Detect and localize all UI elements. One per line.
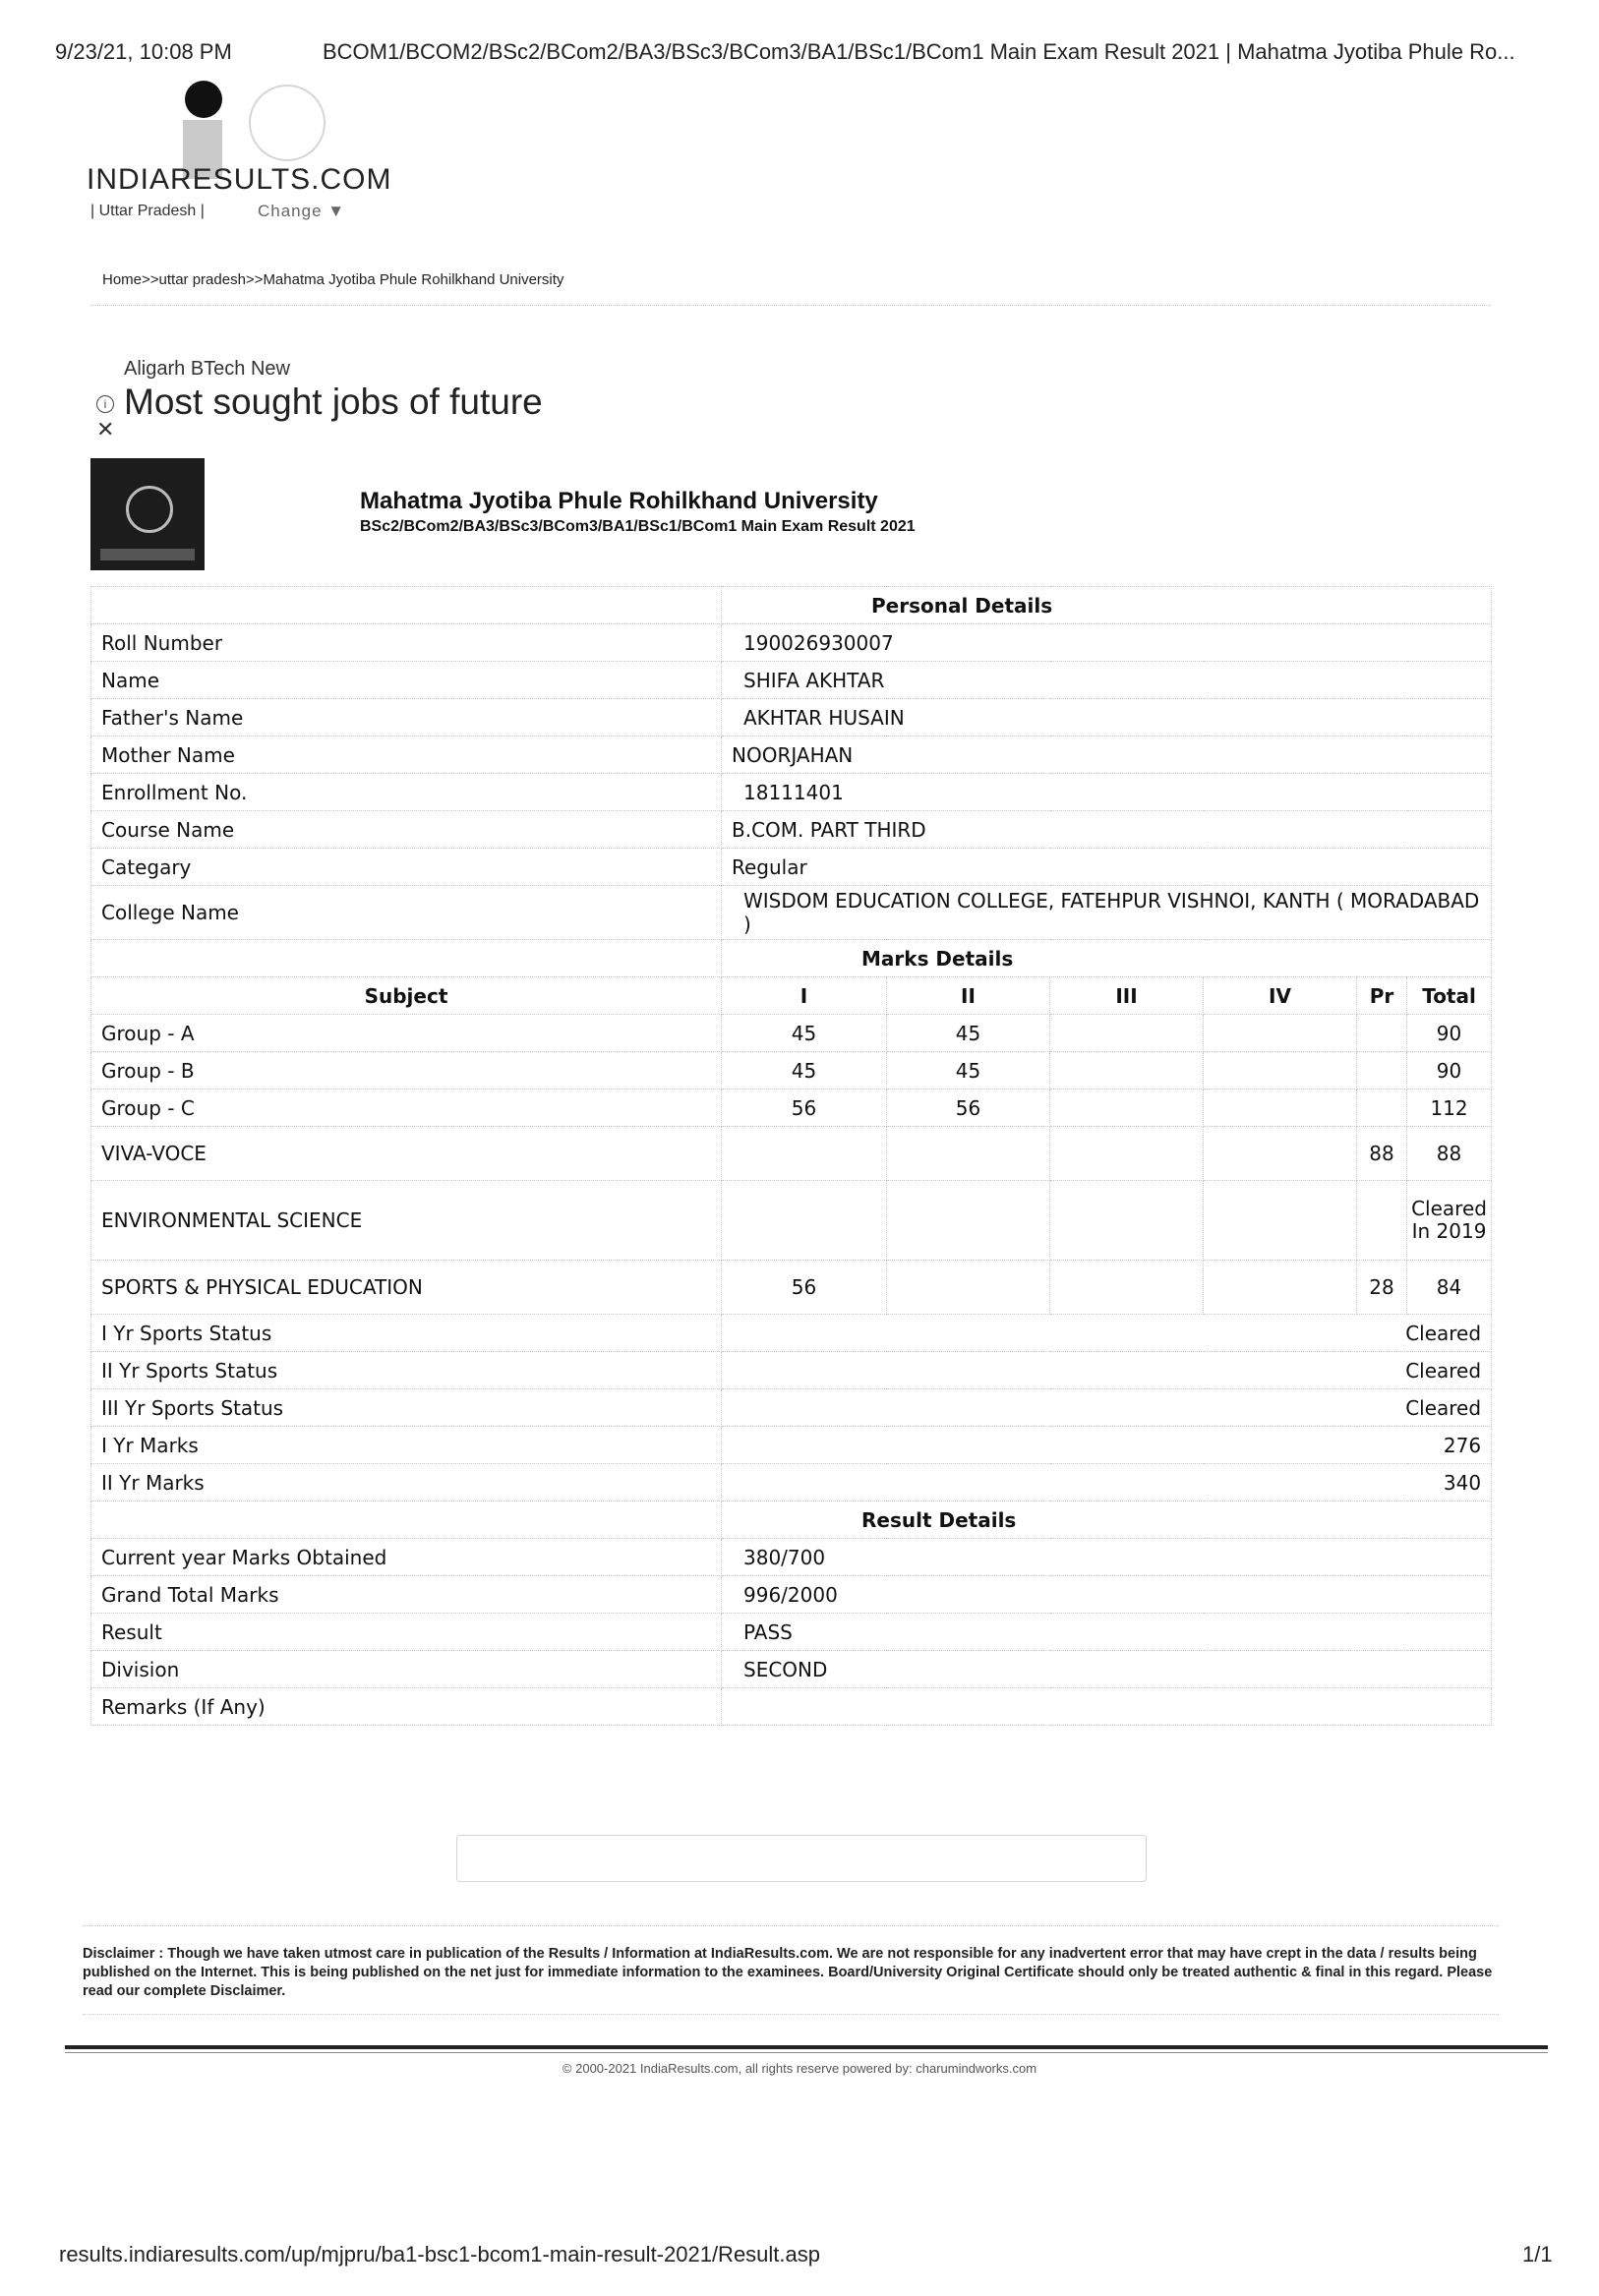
breadcrumb[interactable]: Home>>uttar pradesh>>Mahatma Jyotiba Phule Rohilkhand University xyxy=(102,271,564,288)
status-label: II Yr Sports Status xyxy=(91,1352,722,1389)
marks-cell xyxy=(1357,1015,1407,1052)
close-icon[interactable]: ✕ xyxy=(96,417,115,442)
change-state-link[interactable]: Change ▼ xyxy=(258,202,346,220)
table-row xyxy=(91,849,1492,886)
status-value: Cleared xyxy=(722,1315,1492,1352)
table-row xyxy=(91,1181,1492,1261)
marks-cell: 56 xyxy=(722,1089,887,1127)
table-row xyxy=(91,1464,1492,1501)
disclaimer-text: Disclaimer : Though we have taken utmost care in publication of the Results / Information at IndiaResults.com. We are not responsible for any inadvertent error that may have crept in the data / results being published on the Internet. This is being published on the net just for immediate information to the examinees. Board/University Original Certificate should only be treated authentic & final in this regard. Please read our complete Disclaimer. xyxy=(83,1946,1493,1999)
field-label: Course Name xyxy=(91,811,722,849)
column-header: II xyxy=(887,977,1050,1015)
section-title: Result Details xyxy=(722,1501,1492,1539)
print-page-title: BCOM1/BCOM2/BSc2/BCom2/BA3/BSc3/BCom3/BA1/BSc1/BCom1 Main Exam Result 2021 | Mahatma Jyotiba Phule Ro... xyxy=(323,39,1515,64)
total-cell: Cleared In 2019 xyxy=(1407,1181,1492,1261)
table-row xyxy=(91,1015,1492,1052)
result-table xyxy=(90,586,1492,1726)
table-row xyxy=(91,1089,1492,1127)
marks-cell xyxy=(1050,1089,1204,1127)
subject-name: Group - C xyxy=(91,1089,722,1127)
status-label: III Yr Sports Status xyxy=(91,1389,722,1427)
field-value: SHIFA AKHTAR xyxy=(722,662,1492,699)
table-row xyxy=(91,662,1492,699)
table-row xyxy=(91,886,1492,940)
table-row xyxy=(91,1576,1492,1614)
subject-name: SPORTS & PHYSICAL EDUCATION xyxy=(91,1261,722,1315)
column-header: Subject xyxy=(91,977,722,1015)
status-label: II Yr Marks xyxy=(91,1464,722,1501)
table-row xyxy=(91,1539,1492,1576)
marks-cell xyxy=(1204,1052,1357,1089)
marks-cell xyxy=(1050,1052,1204,1089)
total-cell: 90 xyxy=(1407,1015,1492,1052)
field-value: 18111401 xyxy=(722,774,1492,811)
exam-title: BSc2/BCom2/BA3/BSc3/BCom3/BA1/BSc1/BCom1 Main Exam Result 2021 xyxy=(360,518,916,535)
divider xyxy=(90,305,1491,306)
marks-cell xyxy=(722,1127,887,1181)
marks-cell xyxy=(1050,1127,1204,1181)
divider xyxy=(83,1925,1499,1926)
table-row xyxy=(91,1614,1492,1651)
table-row xyxy=(91,1261,1492,1315)
footer-rule xyxy=(65,2045,1548,2049)
marks-cell xyxy=(887,1127,1050,1181)
marks-cell: 88 xyxy=(1357,1127,1407,1181)
marks-cell: 45 xyxy=(887,1052,1050,1089)
table-row xyxy=(91,736,1492,774)
status-value: Cleared xyxy=(722,1352,1492,1389)
table-row xyxy=(91,811,1492,849)
field-value: NOORJAHAN xyxy=(722,736,1492,774)
logo-emblem-icon xyxy=(249,85,326,161)
column-header: Total xyxy=(1407,977,1492,1015)
field-value: 380/700 xyxy=(722,1539,1492,1576)
footer-rule-thin xyxy=(65,2052,1548,2053)
marks-details-header xyxy=(91,940,1492,977)
marks-cell: 45 xyxy=(722,1052,887,1089)
total-cell: 84 xyxy=(1407,1261,1492,1315)
field-label: College Name xyxy=(91,886,722,940)
field-value: AKHTAR HUSAIN xyxy=(722,699,1492,736)
marks-cell xyxy=(1204,1089,1357,1127)
print-page-number: 1/1 xyxy=(1522,2242,1553,2267)
marks-cell: 56 xyxy=(722,1261,887,1315)
marks-cell: 45 xyxy=(722,1015,887,1052)
column-header: Pr xyxy=(1357,977,1407,1015)
print-datetime: 9/23/21, 10:08 PM xyxy=(55,39,232,64)
logo-text: INDIARESULTS.COM xyxy=(87,163,392,196)
table-row xyxy=(91,1052,1492,1089)
table-row xyxy=(91,1127,1492,1181)
subject-name: Group - A xyxy=(91,1015,722,1052)
field-value: B.COM. PART THIRD xyxy=(722,811,1492,849)
section-title: Marks Details xyxy=(722,940,1492,977)
status-value: 340 xyxy=(722,1464,1492,1501)
marks-cell xyxy=(1204,1127,1357,1181)
divider xyxy=(83,2014,1499,2015)
total-cell: 112 xyxy=(1407,1089,1492,1127)
marks-cell xyxy=(1050,1015,1204,1052)
section-title: Personal Details xyxy=(722,587,1492,624)
field-value: SECOND xyxy=(722,1651,1492,1688)
table-row xyxy=(91,774,1492,811)
table-row xyxy=(91,624,1492,662)
print-url: results.indiaresults.com/up/mjpru/ba1-bsc1-bcom1-main-result-2021/Result.asp xyxy=(59,2242,820,2267)
status-value: 276 xyxy=(722,1427,1492,1464)
ad-banner[interactable] xyxy=(456,1835,1147,1882)
marks-cell xyxy=(1204,1181,1357,1261)
marks-cell xyxy=(1357,1089,1407,1127)
field-value: PASS xyxy=(722,1614,1492,1651)
status-label: I Yr Marks xyxy=(91,1427,722,1464)
marks-cell xyxy=(1204,1015,1357,1052)
marks-cell xyxy=(1050,1181,1204,1261)
column-header: IV xyxy=(1204,977,1357,1015)
marks-column-headers xyxy=(91,977,1492,1015)
table-row xyxy=(91,1315,1492,1352)
marks-cell: 56 xyxy=(887,1089,1050,1127)
table-row xyxy=(91,699,1492,736)
table-row xyxy=(91,1688,1492,1726)
info-icon[interactable]: i xyxy=(96,395,114,413)
field-value: 996/2000 xyxy=(722,1576,1492,1614)
column-header: I xyxy=(722,977,887,1015)
field-label: Roll Number xyxy=(91,624,722,662)
university-seal-icon xyxy=(90,458,205,570)
marks-cell xyxy=(1357,1052,1407,1089)
field-label: Remarks (If Any) xyxy=(91,1688,722,1726)
column-header: III xyxy=(1050,977,1204,1015)
subject-name: Group - B xyxy=(91,1052,722,1089)
field-label: Result xyxy=(91,1614,722,1651)
table-row xyxy=(91,1389,1492,1427)
table-row xyxy=(91,1352,1492,1389)
marks-cell xyxy=(1357,1181,1407,1261)
logo-dot-icon xyxy=(185,81,222,118)
table-row xyxy=(91,1427,1492,1464)
field-label: Enrollment No. xyxy=(91,774,722,811)
subject-name: VIVA-VOCE xyxy=(91,1127,722,1181)
marks-cell xyxy=(1050,1261,1204,1315)
field-label: Grand Total Marks xyxy=(91,1576,722,1614)
total-cell: 90 xyxy=(1407,1052,1492,1089)
field-label: Mother Name xyxy=(91,736,722,774)
ad-title[interactable]: Most sought jobs of future xyxy=(124,382,543,422)
result-details-header xyxy=(91,1501,1492,1539)
field-value xyxy=(722,1688,1492,1726)
copyright: © 2000-2021 IndiaResults.com, all rights reserve powered by: charumindworks.com xyxy=(562,2061,1037,2076)
personal-details-header xyxy=(91,587,1492,624)
marks-cell xyxy=(887,1261,1050,1315)
field-value: WISDOM EDUCATION COLLEGE, FATEHPUR VISHNOI, KANTH ( MORADABAD ) xyxy=(722,886,1492,940)
field-value: Regular xyxy=(722,849,1492,886)
field-label: Division xyxy=(91,1651,722,1688)
marks-cell xyxy=(1204,1261,1357,1315)
state-label: | Uttar Pradesh | xyxy=(90,203,205,219)
subject-name: ENVIRONMENTAL SCIENCE xyxy=(91,1181,722,1261)
marks-cell xyxy=(722,1181,887,1261)
status-value: Cleared xyxy=(722,1389,1492,1427)
total-cell: 88 xyxy=(1407,1127,1492,1181)
marks-cell: 28 xyxy=(1357,1261,1407,1315)
field-label: Current year Marks Obtained xyxy=(91,1539,722,1576)
university-name: Mahatma Jyotiba Phule Rohilkhand University xyxy=(360,488,878,514)
table-row xyxy=(91,1651,1492,1688)
field-label: Name xyxy=(91,662,722,699)
marks-cell xyxy=(887,1181,1050,1261)
field-value: 190026930007 xyxy=(722,624,1492,662)
ad-subtitle[interactable]: Aligarh BTech New xyxy=(124,358,290,380)
status-label: I Yr Sports Status xyxy=(91,1315,722,1352)
marks-cell: 45 xyxy=(887,1015,1050,1052)
field-label: Categary xyxy=(91,849,722,886)
field-label: Father's Name xyxy=(91,699,722,736)
